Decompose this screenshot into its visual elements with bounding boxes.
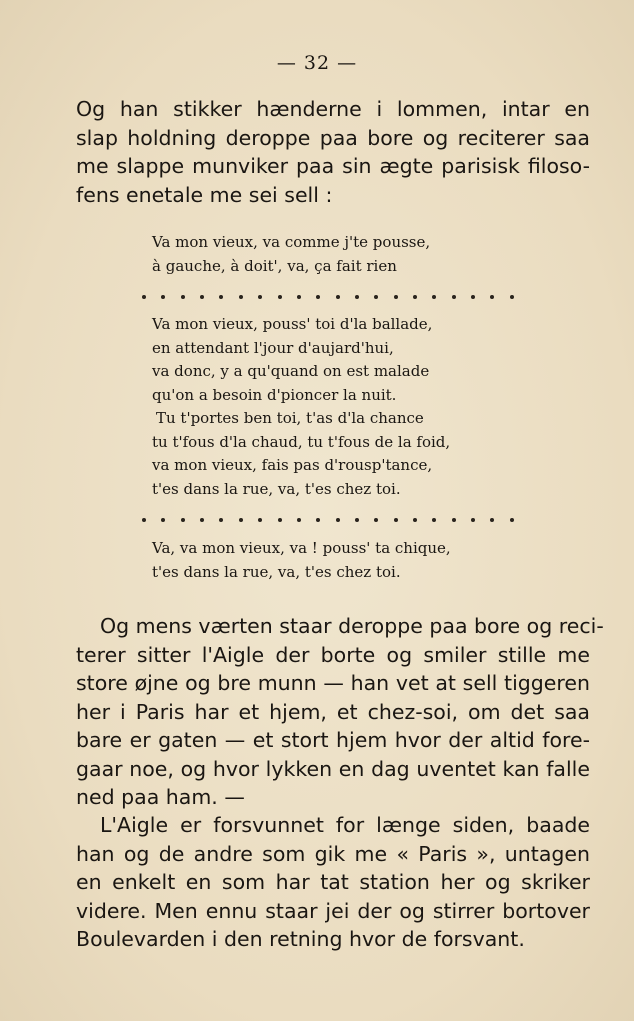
verse-line: va mon vieux, fais pas d'rousp'tance, bbox=[152, 456, 433, 474]
text-line: Og mens værten staar deroppe paa bore og reci- bbox=[100, 614, 604, 638]
dot bbox=[258, 295, 262, 299]
verse-line: Va, va mon vieux, va ! pouss' ta chique, bbox=[152, 539, 451, 557]
dot bbox=[510, 518, 514, 522]
dot bbox=[490, 518, 494, 522]
dot bbox=[200, 518, 204, 522]
verse-line: t'es dans la rue, va, t'es chez toi. bbox=[152, 479, 401, 498]
dot bbox=[471, 518, 475, 522]
dot bbox=[278, 295, 282, 299]
text-line: videre. Men ennu staar jei der og stirrer bortover bbox=[76, 898, 590, 923]
dot bbox=[432, 518, 436, 522]
dot bbox=[394, 518, 398, 522]
text-line: terer sitter l'Aigle der borte og smiler stille me bbox=[76, 642, 590, 667]
verse-stanza-2 bbox=[152, 313, 512, 501]
dot bbox=[142, 518, 146, 522]
paragraph-3 bbox=[76, 811, 590, 954]
verse-line: Va mon vieux, pouss' toi d'la ballade, bbox=[152, 315, 433, 333]
text-line: en enkelt en som har tat station her og skriker bbox=[76, 870, 590, 894]
verse-stanza-3 bbox=[152, 537, 512, 584]
text-line: ned paa ham. — bbox=[76, 785, 245, 809]
dot bbox=[316, 518, 320, 522]
verse-line: Va mon vieux, va comme j'te pousse, bbox=[152, 233, 431, 251]
text-line: store øjne og bre munn — han vet at sell tiggeren bbox=[76, 671, 590, 695]
dot bbox=[181, 518, 185, 522]
text-line: me slappe munviker paa sin ægte parisisk filoso- bbox=[76, 154, 590, 178]
dot bbox=[510, 295, 514, 299]
dot bbox=[161, 518, 165, 522]
dot bbox=[219, 518, 223, 522]
dot bbox=[413, 295, 417, 299]
dot bbox=[374, 518, 378, 522]
verse-line: en attendant l'jour d'aujard'hui, bbox=[152, 338, 394, 357]
text-line: L'Aigle er forsvunnet for længe siden, baade bbox=[100, 813, 590, 837]
dot bbox=[413, 518, 417, 522]
verse-line: t'es dans la rue, va, t'es chez toi. bbox=[152, 562, 401, 581]
text-line: fens enetale me sei sell : bbox=[76, 182, 333, 207]
dot bbox=[239, 518, 243, 522]
text-line: her i Paris har et hjem, et chez-soi, om det saa bbox=[76, 699, 590, 724]
verse-stanza-1 bbox=[152, 231, 512, 278]
text-line: slap holdning deroppe paa bore og reciterer saa bbox=[76, 125, 590, 150]
dot bbox=[219, 295, 223, 299]
verse-line: va donc, y a qu'quand on est malade bbox=[152, 362, 430, 380]
dot bbox=[297, 295, 301, 299]
dot bbox=[394, 295, 398, 299]
text-line: Boulevarden i den retning hvor de forsvant. bbox=[76, 927, 525, 951]
dot bbox=[452, 518, 456, 522]
dot bbox=[297, 518, 301, 522]
dot bbox=[316, 295, 320, 299]
dot bbox=[452, 295, 456, 299]
text-line: Og han stikker hænderne i lommen, intar en bbox=[76, 97, 590, 121]
verse-line: à gauche, à doit', va, ça fait rien bbox=[152, 256, 397, 275]
ellipsis-divider bbox=[142, 515, 514, 525]
dot bbox=[181, 295, 185, 299]
dot bbox=[161, 295, 165, 299]
dot bbox=[200, 295, 204, 299]
text-line: bare er gaten — et stort hjem hvor der altid fore- bbox=[76, 728, 590, 752]
paragraph-2 bbox=[76, 612, 604, 812]
verse-line: qu'on a besoin d'pioncer la nuit. bbox=[152, 385, 397, 404]
dot bbox=[490, 295, 494, 299]
dot bbox=[471, 295, 475, 299]
ellipsis-divider bbox=[142, 292, 514, 302]
dot bbox=[336, 295, 340, 299]
verse-line: Tu t'portes ben toi, t'as d'la chance bbox=[156, 409, 424, 427]
dot bbox=[278, 518, 282, 522]
page-number: — 32 — bbox=[276, 52, 358, 74]
dot bbox=[336, 518, 340, 522]
dot bbox=[355, 295, 359, 299]
verse-line: tu t'fous d'la chaud, tu t'fous de la foid, bbox=[152, 432, 451, 451]
dot bbox=[142, 295, 146, 299]
text-line: gaar noe, og hvor lykken en dag uventet kan falle bbox=[76, 756, 590, 781]
dot bbox=[432, 295, 436, 299]
dot bbox=[355, 518, 359, 522]
text-line: han og de andre som gik me « Paris », untagen bbox=[76, 841, 590, 866]
dot bbox=[258, 518, 262, 522]
dot bbox=[374, 295, 378, 299]
paragraph-1 bbox=[76, 95, 590, 209]
dot bbox=[239, 295, 243, 299]
